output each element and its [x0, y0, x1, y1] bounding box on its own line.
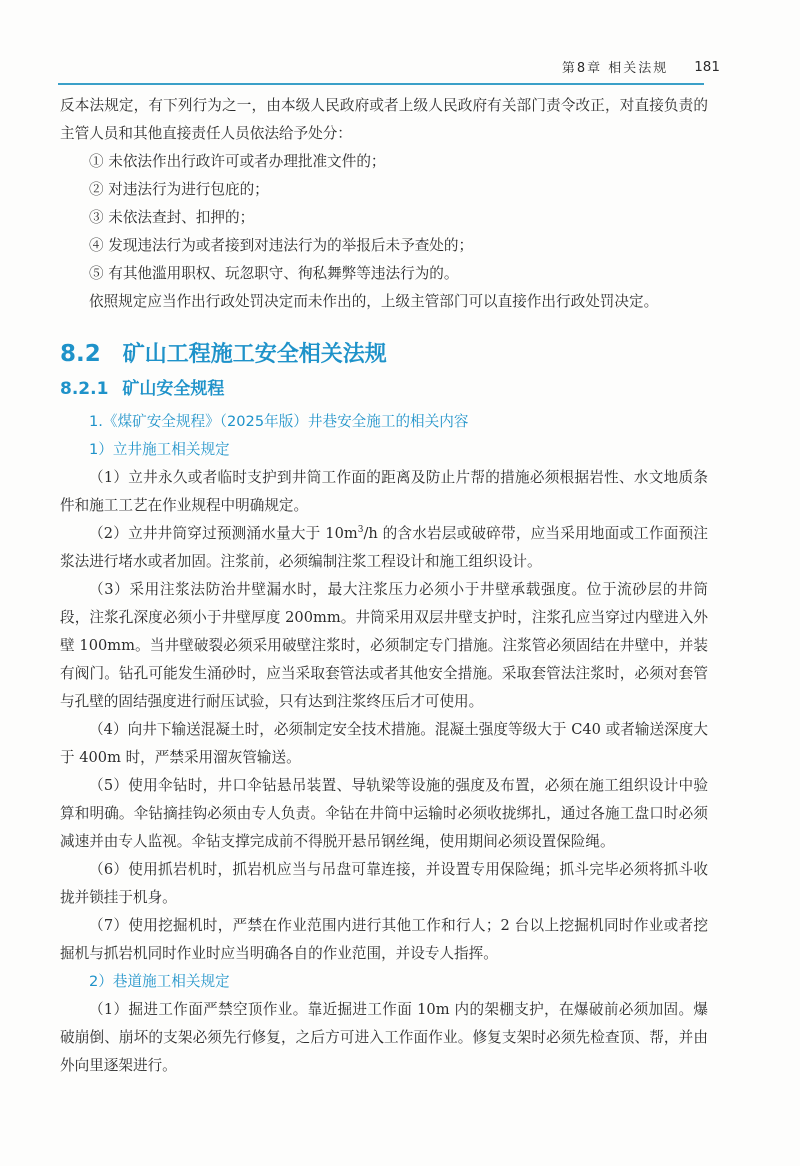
subsection-title: 矿山安全规程	[122, 379, 225, 399]
intro-paragraph: 反本法规定，有下列行为之一，由本级人民政府或者上级人民政府有关部门责令改正，对直接负责的主管人员和其他直接责任人员依法给予处分：	[60, 97, 708, 142]
shaft-rule-1: （1）立井永久或者临时支护到井筒工作面的距离及防止片帮的措施必须根据岩性、水文地质条件和施工工艺在作业规程中明确规定。	[60, 469, 708, 514]
chapter-label: 第8章 相关法规	[561, 61, 669, 76]
header-rule	[58, 83, 704, 85]
superscript: 3	[357, 525, 364, 536]
subsection-heading	[60, 374, 708, 404]
list-item: ③ 未依法查封、扣押的；	[89, 209, 255, 226]
shaft-rule-7: （7）使用挖掘机时，严禁在作业范围内进行其他工作和行人；2 台以上挖掘机同时作业或者挖掘机与抓岩机同时作业时应当明确各自的作业范围，并设专人指挥。	[60, 917, 708, 962]
roadway-rule-1: （1）掘进工作面严禁空顶作业。靠近掘进工作面 10m 内的架棚支护，在爆破前必须加固。爆破崩倒、崩坏的支架必须先行修复，之后方可进入工作面作业。修复支架时必须先检查顶、帮，并由外向里逐架进行。	[60, 1001, 708, 1074]
section-number: 8.2	[60, 341, 101, 367]
shaft-rule-2-b: /h 的含水岩层或破碎带，应当采用地面或工作面预注浆法进行堵水或者加固。注浆前，必须编制注浆工程设计和施工组织设计。	[60, 525, 708, 570]
topic-heading: 1.《煤矿安全规程》（2025年版）井巷安全施工的相关内容	[89, 413, 469, 430]
shaft-rule-3: （3）采用注浆法防治井壁漏水时，最大注浆压力必须小于井壁承载强度。位于流砂层的井筒段，注浆孔深度必须小于井壁厚度 200mm。井筒采用双层井壁支护时，注浆孔应当穿过内壁进入外壁 100mm。当井壁破裂必须采用破壁注浆时，必须制定专门措施。注浆管必须固结在井壁中，并装有阀门。钻孔可能发生涌砂时，应当采取套管法或者其他安全措施。采取套管法注浆时，必须对套管与孔壁的固结强度进行耐压试验，只有达到注浆终压后才可使用。	[60, 581, 708, 710]
shaft-heading: 1）立井施工相关规定	[89, 441, 230, 458]
page-body	[60, 92, 708, 1080]
list-item: ④ 发现违法行为或者接到对违法行为的举报后未予查处的；	[89, 237, 474, 254]
shaft-rule-5: （5）使用伞钻时，井口伞钻悬吊装置、导轨梁等设施的强度及布置，必须在施工组织设计中验算和明确。伞钻摘挂钩必须由专人负责。伞钻在井筒中运输时必须收拢绑扎，通过各施工盘口时必须减速并由专人监视。伞钻支撑完成前不得脱开悬吊钢丝绳，使用期间必须设置保险绳。	[60, 777, 708, 850]
roadway-heading: 2）巷道施工相关规定	[89, 973, 230, 990]
list-item: ② 对违法行为进行包庇的；	[89, 181, 269, 198]
list-item: ⑤ 有其他滥用职权、玩忽职守、徇私舞弊等违法行为的。	[89, 265, 459, 282]
shaft-rule-2	[60, 520, 708, 576]
section-heading	[60, 337, 708, 372]
shaft-rule-4: （4）向井下输送混凝土时，必须制定安全技术措施。混凝土强度等级大于 C40 或者输送深度大于 400m 时，严禁采用溜灰管输送。	[60, 721, 708, 766]
closing-paragraph: 依照规定应当作出行政处罚决定而未作出的，上级主管部门可以直接作出行政处罚决定。	[89, 293, 659, 310]
subsection-number: 8.2.1	[60, 379, 109, 399]
section-title: 矿山工程施工安全相关法规	[122, 342, 387, 367]
shaft-rule-6: （6）使用抓岩机时，抓岩机应当与吊盘可靠连接，并设置专用保险绳；抓斗完毕必须将抓斗收拢并锁挂于机身。	[60, 861, 708, 906]
list-item: ① 未依法作出行政许可或者办理批准文件的；	[89, 153, 386, 170]
shaft-rule-2-a: （2）立井井筒穿过预测涌水量大于 10m	[89, 525, 358, 542]
page-number: 181	[694, 58, 720, 75]
running-header	[80, 57, 720, 76]
